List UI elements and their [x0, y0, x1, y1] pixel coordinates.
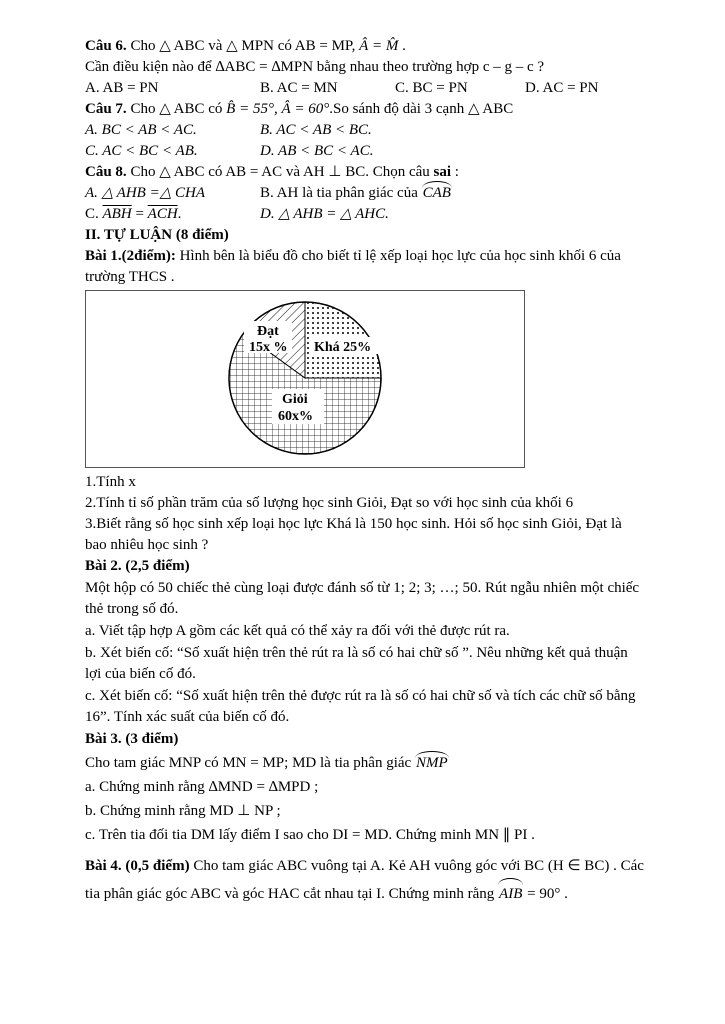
exercise-4-widehat-aib: AIB	[498, 880, 523, 908]
chart-frame	[85, 290, 525, 468]
exercise-1-task-2: 2.Tính tỉ số phần trăm của số lượng học sinh Giỏi, Đạt so với học sinh của khối 6	[85, 495, 574, 511]
question-8-sai: sai	[433, 164, 452, 180]
q8-option-d: D. △ AHB = △ AHC.	[260, 206, 389, 222]
exercise-2-part-c: c. Xét biến cố: “Số xuất hiện trên thẻ được rút ra là số có hai chữ số và tích các chữ số bằng 16”. Tính xác suất của biến cố đó.	[85, 688, 636, 725]
exercise-2-statement: Một hộp có 50 chiếc thẻ cùng loại được đánh số từ 1; 2; 3; …; 50. Rút ngẫu nhiên một chiếc thẻ trong số đó.	[85, 580, 640, 617]
question-8-options-row-2	[85, 204, 647, 225]
exercise-3-intro: Cho tam giác MNP có MN = MP; MD là tia phân giác	[85, 755, 415, 771]
q6-option-b: B. AC = MN	[260, 80, 338, 96]
exercise-4-label: Bài 4. (0,5 điểm)	[85, 858, 190, 874]
pie-label-gioi-pct: 60x%	[278, 409, 313, 424]
exercise-3-widehat-nmp: NMP	[415, 753, 449, 774]
q8-option-c-overline-abh: $\overline{ABH}$	[102, 206, 132, 222]
exercise-2-part-a: a. Viết tập hợp A gồm các kết quả có thể xảy ra đối với thẻ được rút ra.	[85, 623, 510, 639]
exercise-3-label: Bài 3. (3 điểm)	[85, 731, 179, 747]
question-6-statement	[85, 36, 647, 57]
exercise-2-label: Bài 2. (2,5 điểm)	[85, 558, 190, 574]
question-7-statement	[85, 99, 647, 120]
exercise-3-part-c: c. Trên tia đối tia DM lấy điểm I sao cho DI = MD. Chứng minh MN ∥ PI .	[85, 827, 535, 843]
question-8-label: Câu 8.	[85, 164, 127, 180]
q8-option-c-overline-ach: $\overline{ACH}$	[147, 206, 178, 222]
exercise-3-part-b: b. Chứng minh rằng MD ⊥ NP ;	[85, 803, 281, 819]
question-6-tail: .	[398, 38, 406, 54]
pie-chart	[86, 291, 524, 467]
exercise-3-statement	[85, 753, 647, 774]
q6-option-c: C. BC = PN	[395, 80, 468, 96]
exercise-2-part-b: b. Xét biến cố: “Số xuất hiện trên thẻ rút ra là số có hai chữ số ”. Nêu những kết quả thuận lợi của biến cố đó.	[85, 645, 628, 682]
exercise-1-label: Bài 1.(2điểm):	[85, 248, 176, 264]
exercise-3-part-a: a. Chứng minh rằng ∆MND = ∆MPD ;	[85, 779, 319, 795]
question-8-colon: :	[451, 164, 459, 180]
q7-option-d: D. AB < BC < AC.	[260, 143, 374, 159]
question-7-math: B̂ = 55°, Â = 60°	[226, 101, 330, 117]
q8-option-c	[85, 204, 260, 225]
question-6-intro: Cho △ ABC và △ MPN có AB = MP,	[126, 38, 360, 54]
q8-option-b-text: B. AH là tia phân giác của	[260, 185, 422, 201]
question-8-options-row-1	[85, 183, 647, 204]
exercise-3	[85, 729, 647, 846]
question-6-options	[85, 78, 647, 99]
pie-label-dat-pct: 15x %	[249, 340, 288, 355]
pie-label-dat-name: Đạt	[257, 324, 279, 339]
q8-option-a: A. △ AHB =△ CHA	[85, 185, 205, 201]
question-6-math: Â = M̂	[359, 38, 399, 54]
pie-label-gioi-name: Giỏi	[282, 392, 308, 407]
exercise-1-statement	[85, 246, 647, 288]
question-7-tail: .So sánh độ dài 3 cạnh △ ABC	[329, 101, 514, 117]
question-7-label: Câu 7.	[85, 101, 127, 117]
q7-option-a: A. BC < AB < AC.	[85, 122, 197, 138]
exercise-1-task-3: 3.Biết rằng số học sinh xếp loại học lực Khá là 150 học sinh. Hỏi số học sinh Giỏi, Đạt là bao nhiêu học sinh ?	[85, 516, 622, 553]
exercise-4-statement	[85, 852, 647, 908]
exercise-1-task-1: 1.Tính x	[85, 474, 136, 490]
q6-option-a: A. AB = PN	[85, 80, 159, 96]
q7-option-c: C. AC < BC < AB.	[85, 143, 198, 159]
q8-option-b	[260, 183, 647, 204]
question-6-condition: Cần điều kiện nào để ∆ABC = ∆MPN bằng nhau theo trường hợp c – g – c ?	[85, 59, 545, 75]
question-7-options-row-1	[85, 120, 647, 141]
q8-option-c-equals: =	[131, 206, 148, 222]
q6-option-d: D. AC = PN	[525, 80, 599, 96]
section-2-heading: II. TỰ LUẬN (8 điểm)	[85, 227, 229, 243]
question-7-intro: Cho △ ABC có	[126, 101, 227, 117]
q8-option-c-dot: .	[177, 206, 182, 222]
pie-label-kha: Khá 25%	[314, 340, 372, 355]
exercise-4-tail: = 90° .	[523, 886, 568, 902]
question-8-statement	[85, 162, 647, 183]
q8-option-c-prefix: C.	[85, 206, 103, 222]
question-7-options-row-2	[85, 141, 647, 162]
question-8-intro: Cho △ ABC có AB = AC và AH ⊥ BC. Chọn câu	[126, 164, 434, 180]
question-6-label: Câu 6.	[85, 38, 127, 54]
q8-option-b-widehat: CAB	[422, 183, 452, 204]
exercise-4-text: Cho tam giác ABC vuông tại A. Kẻ AH vuông góc với BC (H ∈ BC) . Các tia phân giác góc ABC và góc HAC cắt nhau tại I. Chứng minh rằng	[85, 858, 644, 902]
exercise-1-text: Hình bên là biểu đồ cho biết tỉ lệ xếp loại học lực của học sinh khối 6 của trường THCS .	[85, 248, 621, 285]
q7-option-b: B. AC < AB < BC.	[260, 122, 372, 138]
